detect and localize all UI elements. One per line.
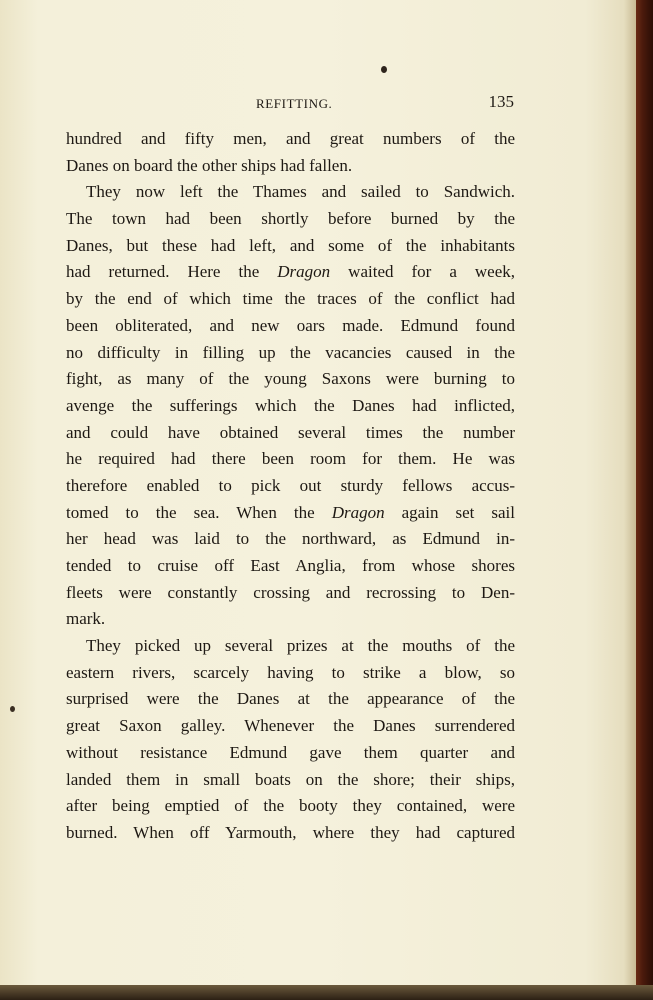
running-head: REFITTING. [256, 96, 333, 111]
book-binding [636, 0, 653, 1000]
page-number: 135 [488, 92, 514, 111]
text-line [66, 500, 515, 527]
ink-spot [381, 66, 387, 73]
text-line: and could have obtained several times the number [66, 422, 515, 442]
text-line: landed them in small boats on the shore; their ships, [66, 769, 515, 789]
text-line [66, 259, 515, 286]
ship-name: Dragon [277, 262, 331, 282]
text-run: again set sail [384, 502, 515, 522]
text-run: waited for a week, [330, 262, 515, 282]
text-line: by the end of which time the traces of the conflict had [66, 289, 515, 309]
text-line: been obliterated, and new oars made. Edmund found [66, 315, 515, 335]
text-line: Danes, but these had left, and some of the inhabitants [66, 235, 515, 255]
text-line: fight, as many of the young Saxons were burning to [66, 369, 515, 389]
text-line: hundred and fifty men, and great numbers of the [66, 129, 515, 148]
text-line: surprised were the Danes at the appearance of the [66, 689, 515, 709]
text-line: avenge the sufferings which the Danes had inflicted, [66, 395, 515, 415]
ship-name: Dragon [331, 502, 385, 522]
page-header [66, 92, 514, 114]
text-line: without resistance Edmund gave them quarter and [66, 742, 515, 762]
text-line: great Saxon galley. Whenever the Danes surrendered [66, 716, 515, 736]
text-line: her head was laid to the northward, as Edmund in- [66, 529, 515, 549]
text-line: he required had there been room for them. He was [66, 449, 515, 469]
page-edge-shading [624, 0, 636, 1000]
text-line: Danes on board the other ships had fallen. [66, 155, 353, 175]
text-run: had returned. Here the [66, 262, 278, 282]
text-line: burned. When off Yarmouth, where they had captured [66, 822, 515, 842]
text-line: fleets were constantly crossing and recrossing to Den- [66, 582, 515, 602]
text-line: The town had been shortly before burned by the [66, 209, 515, 229]
text-run: tomed to the sea. When the [66, 502, 332, 522]
margin-spot [10, 706, 15, 712]
text-line: eastern rivers, scarcely having to strike a blow, so [66, 662, 515, 682]
text-line: They picked up several prizes at the mouths of the [86, 636, 515, 656]
text-line: no difficulty in filling up the vacancies caused in the [66, 342, 515, 362]
text-line: They now left the Thames and sailed to Sandwich. [86, 182, 515, 202]
text-line: tended to cruise off East Anglia, from whose shores [66, 556, 515, 575]
bottom-shadow [0, 985, 653, 1000]
text-line: therefore enabled to pick out sturdy fellows accus- [66, 475, 515, 495]
text-line: after being emptied of the booty they contained, were [66, 796, 515, 816]
body-text [66, 126, 515, 847]
text-line: mark. [66, 609, 106, 629]
